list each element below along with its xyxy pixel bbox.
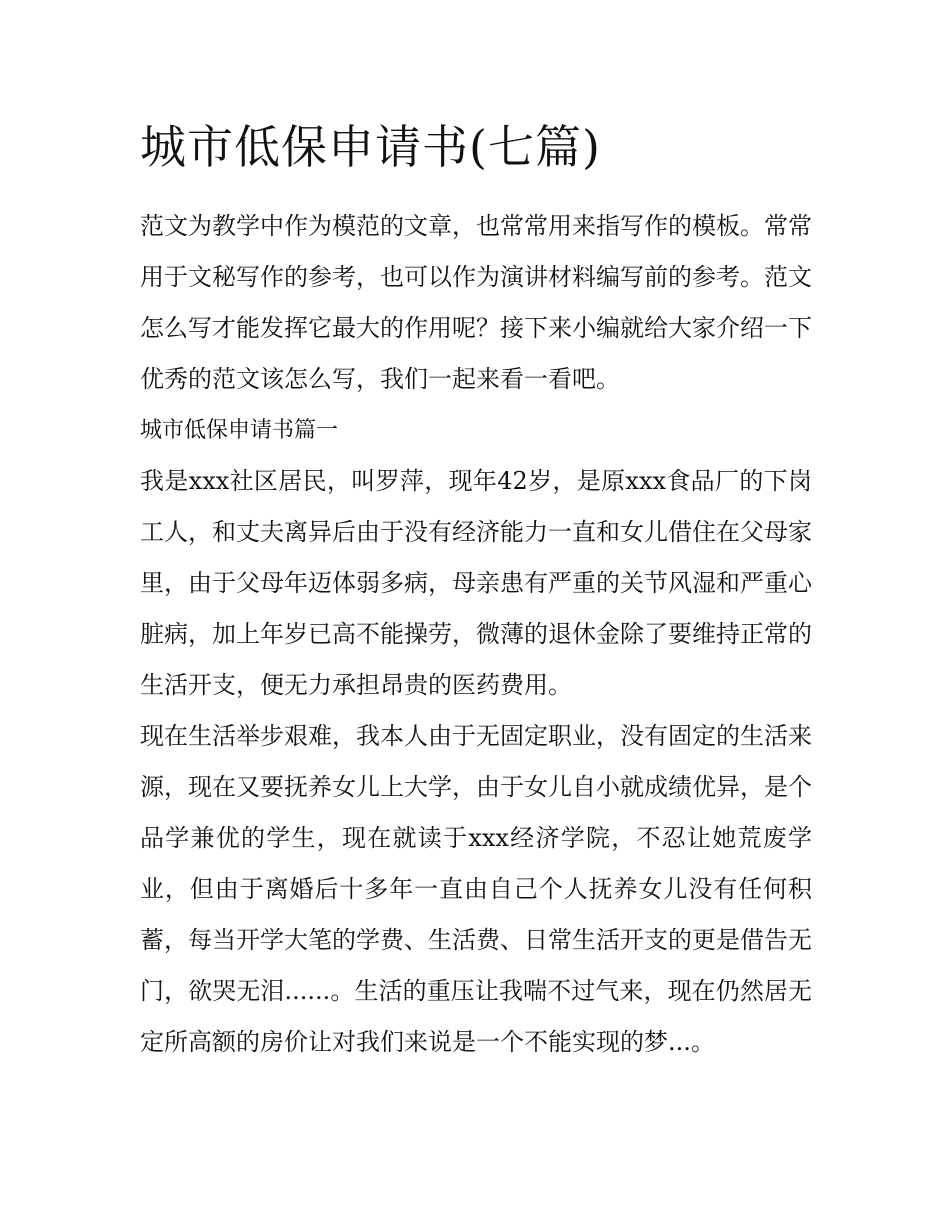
body-paragraph-2: 现在生活举步艰难，我本人由于无固定职业，没有固定的生活来源，现在又要抚养女儿上大学，由于女儿自小就成绩优异，是个品学兼优的学生，现在就读于xxx经济学院，不忍让她荒废学业，但由于离婚后十多年一直由自己个人抚养女儿没有任何积蓄，每当开学大笔的学费、生活费、日常生活开支的更是借告无门，欲哭无泪......。生活的重压让我喘不过气来，现在仍然居无定所高额的房价让对我们来说是一个不能实现的梦...。 [140, 722, 812, 1056]
document-title: 城市低保申请书(七篇) [140, 120, 601, 174]
section-heading: 城市低保申请书篇一 [140, 418, 339, 443]
intro-paragraph: 范文为教学中作为模范的文章，也常常用来指写作的模板。常常用于文秘写作的参考，也可以作为演讲材料编写前的参考。范文怎么写才能发挥它最大的作用呢？接下来小编就给大家介绍一下优秀的范文该怎么写，我们一起来看一看吧。 [140, 212, 812, 393]
document-body [140, 113, 812, 1068]
body-paragraph-1: 我是xxx社区居民，叫罗萍，现年42岁，是原xxx食品厂的下岗工人，和丈夫离异后由于没有经济能力一直和女儿借住在父母家里，由于父母年迈体弱多病，母亲患有严重的关节风湿和严重心脏病，加上年岁已高不能操劳，微薄的退休金除了要维持正常的生活开支，便无力承担昂贵的医药费用。 [140, 467, 812, 699]
